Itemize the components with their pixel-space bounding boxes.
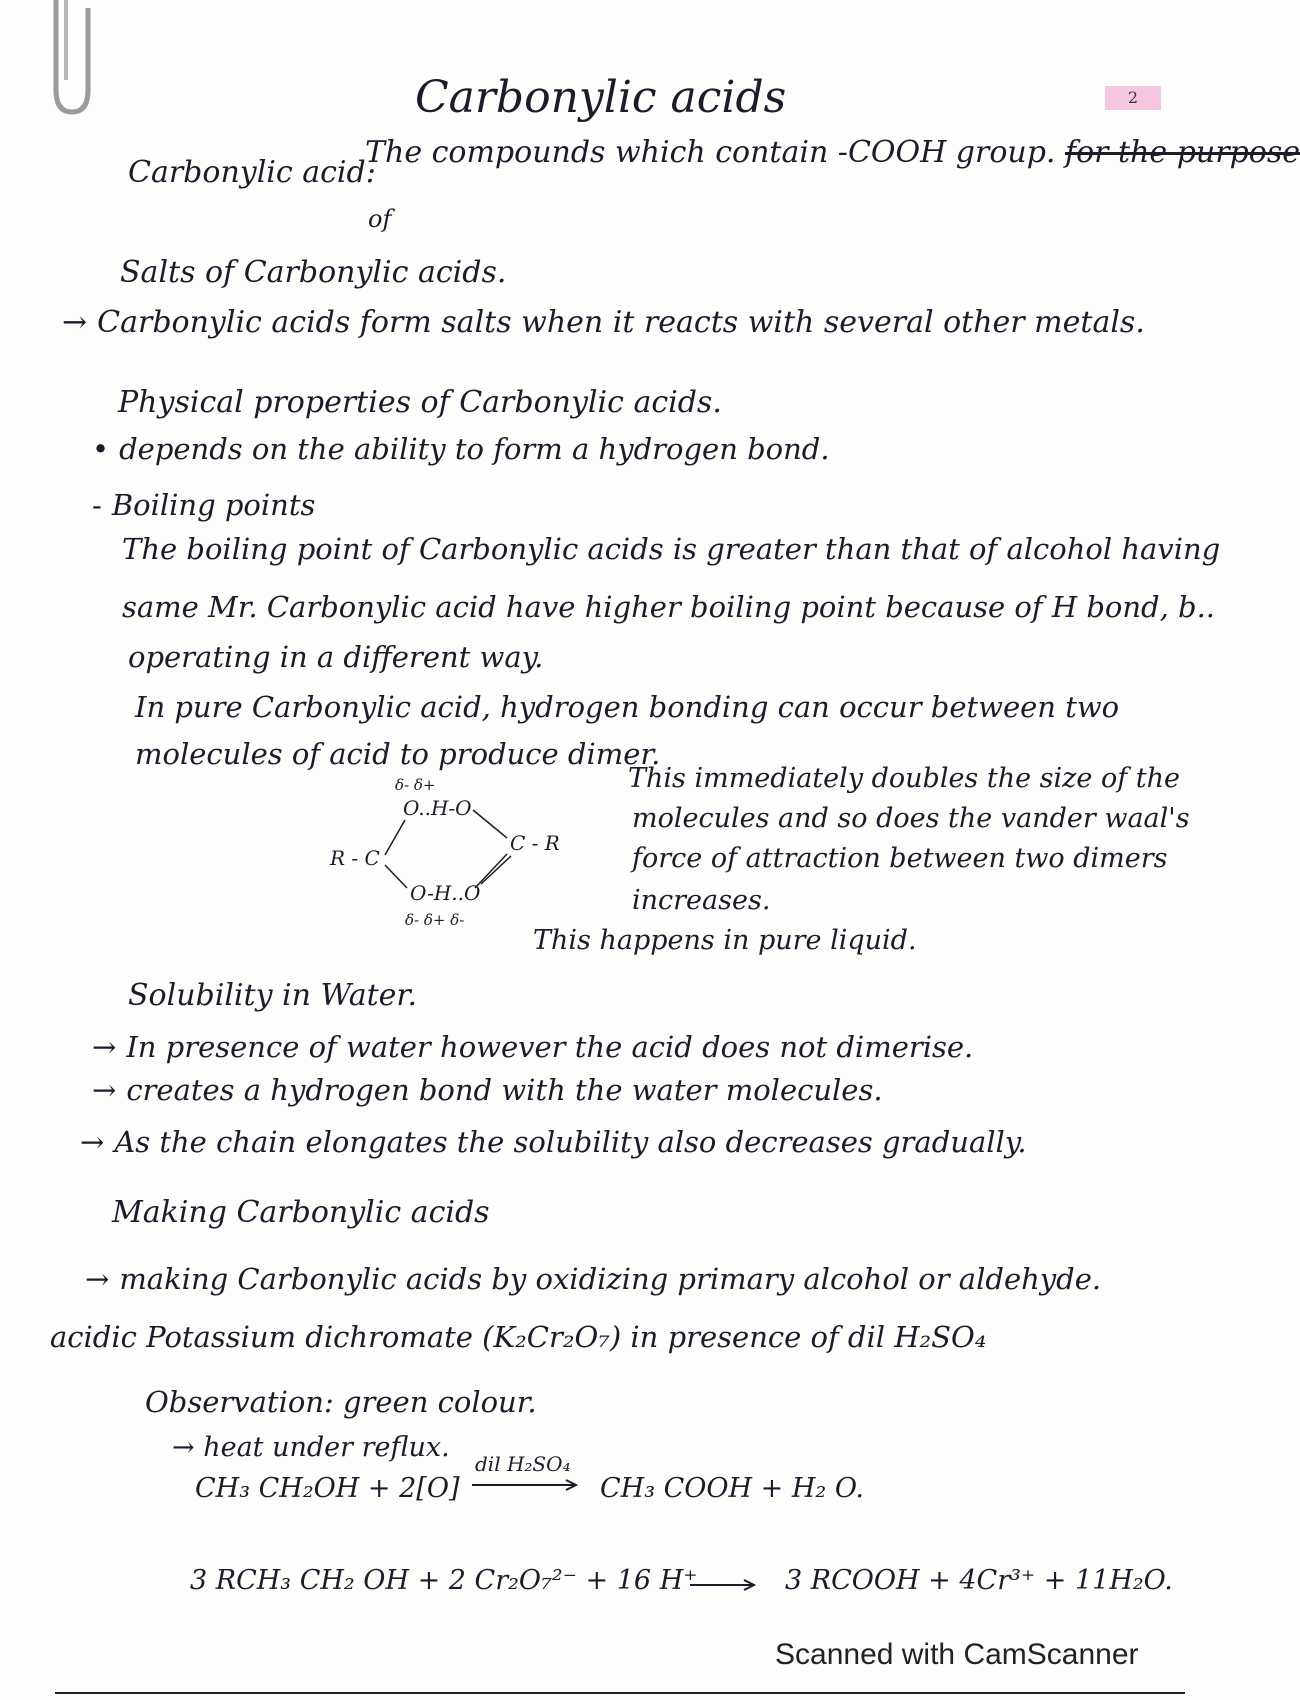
dimer-note-1: This immediately doubles the size of the [628,763,1180,794]
equation-2-right: 3 RCOOH + 4Cr³⁺ + 11H₂O. [785,1565,1173,1596]
solubility-heading: Solubility in Water. [128,978,418,1013]
right-group: C - R [510,831,560,855]
bottom-hydrogen-bond: O-H..O [410,881,481,905]
scanner-watermark: Scanned with CamScanner [775,1638,1139,1671]
definition-body: The compounds which contain -COOH group. [365,135,1056,170]
dimer-structure-diagram [325,770,585,945]
dimer-note-4: increases. [632,885,771,916]
arrow-bullet-icon: → [92,1073,117,1107]
dot-bullet-icon: • [92,432,110,466]
boiling-line-5: molecules of acid to produce dimer. [135,737,661,771]
heat-under-reflux: → heat under reflux. [172,1432,450,1463]
arrow-bullet-icon: → [62,305,88,340]
arrow-bullet-icon: → [85,1262,110,1296]
equation-arrow-label: dil H₂SO₄ [475,1452,571,1476]
equation-2-left: 3 RCH₃ CH₂ OH + 2 Cr₂O₇²⁻ + 16 H⁺ [190,1565,698,1596]
paper-clip-icon [42,0,92,120]
boiling-points-heading: - Boiling points [92,488,316,522]
left-group: R - C [330,846,380,870]
top-partial-charges: δ- δ+ [395,776,436,794]
bottom-partial-charges: δ- δ+ δ- [405,911,465,929]
boiling-line-2: same Mr. Carbonylic acid have higher boiling point because of H bond, b.. [122,590,1216,624]
equation-1-right: CH₃ COOH + H₂ O. [600,1473,864,1504]
physical-heading: Physical properties of Carbonylic acids. [118,385,722,420]
dimer-note-2: molecules and so does the vander waal's [632,803,1190,834]
definition-text [365,135,1300,170]
reagent-line: acidic Potassium dichromate (K₂Cr₂O₇) in presence of dil H₂SO₄ [50,1320,987,1354]
boiling-line-4: In pure Carbonylic acid, hydrogen bonding can occur between two [135,690,1120,724]
salts-heading: Salts of Carbonylic acids. [120,255,507,290]
boiling-line-1: The boiling point of Carbonylic acids is greater than that of alcohol having [122,532,1221,566]
solubility-point-2: → creates a hydrogen bond with the water molecules. [92,1073,883,1107]
page-title: Carbonylic acids [415,72,787,123]
arrow-bullet-icon: → [92,1030,117,1064]
dash-bullet-icon: - [92,488,102,522]
making-point: → making Carbonylic acids by oxidizing primary alcohol or aldehyde. [85,1262,1102,1296]
equation-1-left: CH₃ CH₂OH + 2[O] [195,1473,460,1504]
struck-text: for the purpose [1065,135,1300,170]
solubility-point-1: → In presence of water however the acid does not dimerise. [92,1030,974,1064]
physical-point: • depends on the ability to form a hydrogen bond. [92,432,830,466]
definition-term: Carbonylic acid: [128,155,376,190]
salts-point: → Carbonylic acids form salts when it reacts with several other metals. [62,305,1145,340]
page-number: 2 [1105,86,1161,110]
dimer-note-3: force of attraction between two dimers [632,843,1168,874]
making-heading: Making Carbonylic acids [112,1195,490,1230]
pure-liquid-note: This happens in pure liquid. [533,925,917,956]
solubility-point-3: → As the chain elongates the solubility also decreases gradually. [80,1125,1027,1159]
arrow-bullet-icon: → [80,1125,105,1159]
boiling-line-3: operating in a different way. [128,640,544,674]
definition-tail: of [368,205,392,233]
observation-line: Observation: green colour. [145,1385,537,1419]
reaction-arrow-icon [688,1578,758,1592]
footer-divider [55,1692,1185,1694]
reaction-arrow-icon [470,1478,580,1492]
top-hydrogen-bond: O..H-O [403,796,472,820]
